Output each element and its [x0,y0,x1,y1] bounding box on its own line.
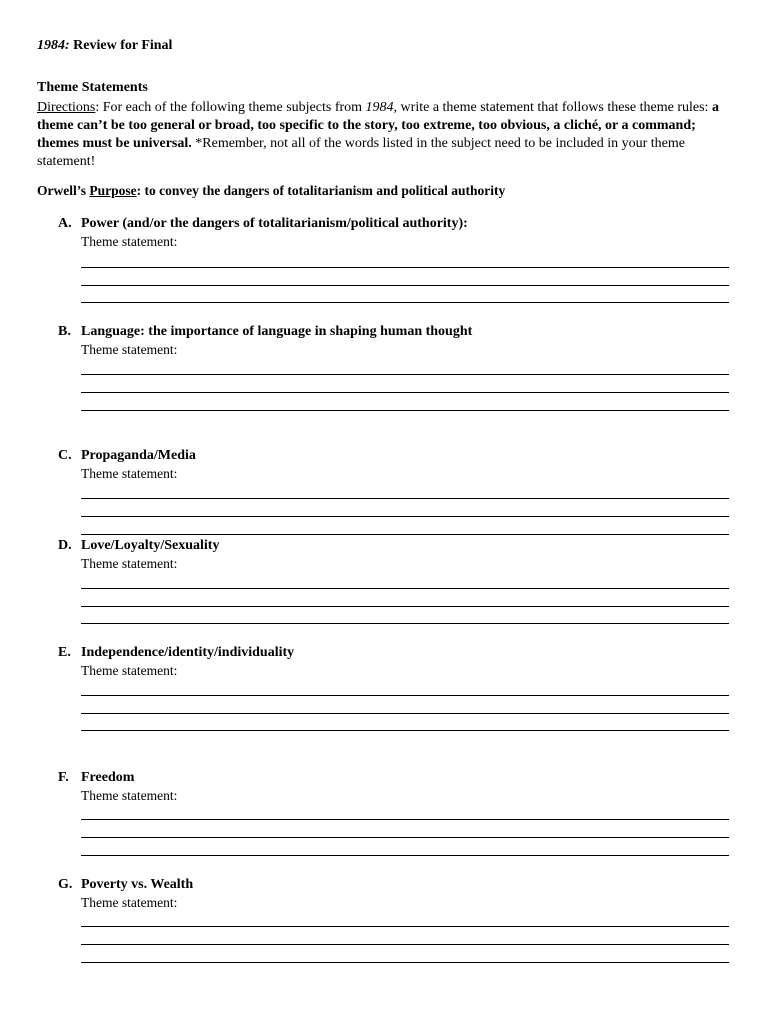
subject-letter: A. [58,216,72,231]
purpose-label: Purpose [89,183,137,198]
subject-c [58,447,738,483]
answer-line[interactable] [81,588,729,589]
answer-line[interactable] [81,819,729,820]
answer-line[interactable] [81,695,729,696]
subject-title [58,447,738,465]
answer-line[interactable] [81,730,729,731]
directions-label: Directions [37,100,96,115]
subject-name: Poverty vs. Wealth [81,877,194,892]
directions-text-1: : For each of the following theme subjects from [95,100,366,115]
answer-line[interactable] [81,285,729,286]
subject-a [58,215,738,251]
theme-statement-prompt: Theme statement: [81,342,178,357]
subject-letter: E. [58,645,71,660]
answer-line[interactable] [81,410,729,411]
page-title [37,38,172,54]
subject-d [58,537,738,573]
subject-name: Power (and/or the dangers of totalitarianism/political authority): [81,216,468,231]
answer-line[interactable] [81,623,729,624]
subject-letter: F. [58,770,69,785]
subject-letter: C. [58,448,72,463]
directions-rules: a theme can’t be too general or broad, too specific to the story, too extreme, too obvious, a cliché, or a command; themes must be universal. [37,100,719,151]
subject-f [58,769,738,805]
theme-statement-prompt: Theme statement: [81,234,178,249]
answer-line[interactable] [81,498,729,499]
subject-letter: G. [58,877,73,892]
directions-paragraph [37,99,732,171]
subject-title [58,644,738,662]
answer-line[interactable] [81,713,729,714]
subject-title [58,769,738,787]
subject-title [58,537,738,555]
answer-line[interactable] [81,606,729,607]
directions-book-name: 1984 [365,100,394,115]
subject-b [58,323,738,359]
answer-line[interactable] [81,962,729,963]
subject-letter: B. [58,324,71,339]
theme-statement-prompt: Theme statement: [81,663,178,678]
subject-name: Language: the importance of language in shaping human thought [81,324,473,339]
purpose-line [37,183,505,199]
answer-line[interactable] [81,855,729,856]
theme-statement-prompt: Theme statement: [81,466,178,481]
directions-text-2: , write a theme statement that follows these theme rules: [393,100,712,115]
subject-title [58,876,738,894]
section-heading: Theme Statements [37,80,148,95]
answer-line[interactable] [81,516,729,517]
purpose-text: : to convey the dangers of totalitarianism and political authority [136,183,506,198]
answer-line[interactable] [81,374,729,375]
theme-statement-prompt: Theme statement: [81,556,178,571]
answer-line[interactable] [81,837,729,838]
subject-title [58,323,738,341]
answer-line[interactable] [81,944,729,945]
answer-line[interactable] [81,534,729,535]
subject-name: Independence/identity/individuality [81,645,295,660]
subject-name: Love/Loyalty/Sexuality [81,538,220,553]
directions-text-3: *Remember, not all of the words listed in the subject need to be included in your theme statement! [37,136,685,169]
purpose-prefix: Orwell’s [37,183,90,198]
theme-statement-prompt: Theme statement: [81,788,178,803]
title-book-name: 1984: [37,38,70,53]
subject-name: Propaganda/Media [81,448,196,463]
theme-statement-prompt: Theme statement: [81,895,178,910]
subject-title [58,215,738,233]
subject-letter: D. [58,538,72,553]
answer-line[interactable] [81,302,729,303]
title-text: Review for Final [69,38,173,53]
subject-name: Freedom [81,770,135,785]
subject-g [58,876,738,912]
answer-line[interactable] [81,926,729,927]
answer-line[interactable] [81,267,729,268]
subject-e [58,644,738,680]
answer-line[interactable] [81,392,729,393]
